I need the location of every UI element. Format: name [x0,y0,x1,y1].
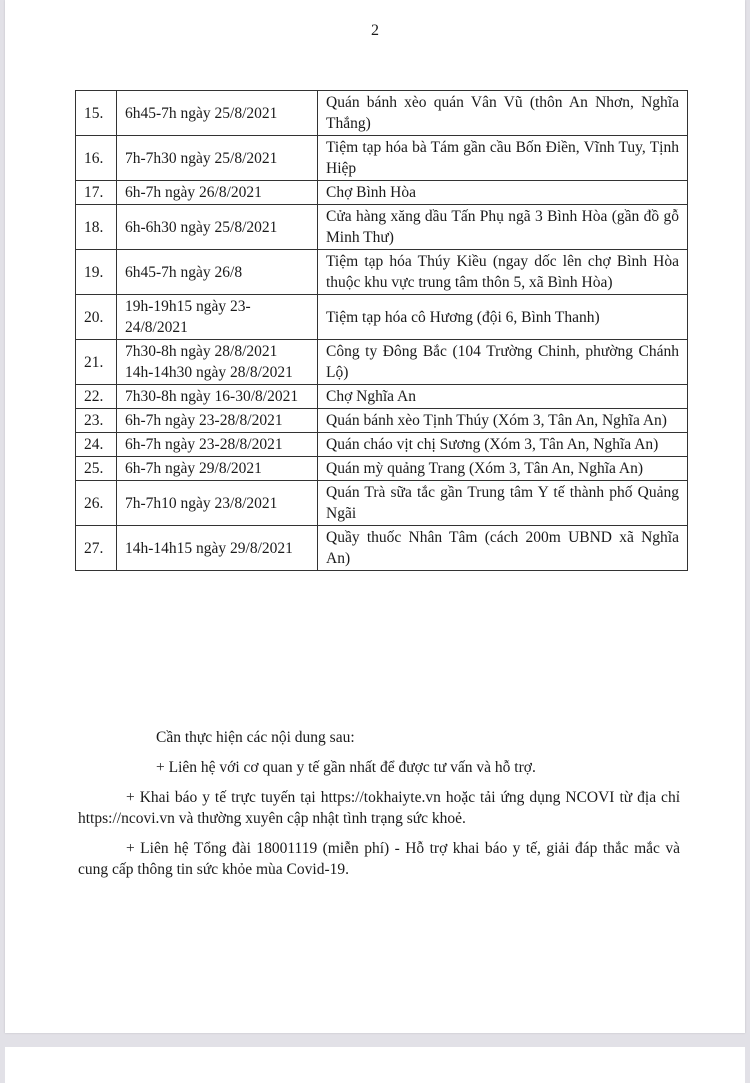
table-row [76,136,688,181]
instruction-item: + Liên hệ Tổng đài 18001119 (miễn phí) - Hỗ trợ khai báo y tế, giải đáp thắc mắc và cung cấp thông tin sức khỏe mùa Covid-19. [78,840,680,878]
table-row [76,91,688,136]
table-row [76,526,688,571]
row-place: Tiệm tạp hóa cô Hương (đội 6, Bình Thanh) [318,295,688,340]
row-index: 22. [76,385,117,409]
table-row [76,340,688,385]
row-time: 7h-7h10 ngày 23/8/2021 [117,481,318,526]
row-place: Cửa hàng xăng dầu Tấn Phụ ngã 3 Bình Hòa (gần đồ gỗ Minh Thư) [318,205,688,250]
row-index: 16. [76,136,117,181]
row-index: 17. [76,181,117,205]
table-row [76,385,688,409]
row-time: 6h-7h ngày 23-28/8/2021 [117,409,318,433]
instruction-item: + Khai báo y tế trực tuyến tại https://tokhaiyte.vn hoặc tải ứng dụng NCOVI từ địa chỉ https://ncovi.vn và thường xuyên cập nhật tình trạng sức khoẻ. [78,789,680,827]
row-index: 15. [76,91,117,136]
next-page [5,1047,745,1083]
row-time: 6h-6h30 ngày 25/8/2021 [117,205,318,250]
row-index: 27. [76,526,117,571]
row-time: 6h45-7h ngày 26/8 [117,250,318,295]
row-time: 6h-7h ngày 26/8/2021 [117,181,318,205]
locations-table [75,90,688,571]
instruction-item: + Liên hệ với cơ quan y tế gần nhất để được tư vấn và hỗ trợ. [156,759,536,776]
table-row [76,250,688,295]
row-place: Quán Trà sữa tắc gần Trung tâm Y tế thành phố Quảng Ngãi [318,481,688,526]
row-index: 21. [76,340,117,385]
row-place: Chợ Nghĩa An [318,385,688,409]
row-index: 24. [76,433,117,457]
row-time: 7h30-8h ngày 28/8/2021 14h-14h30 ngày 28/8/2021 [117,340,318,385]
table-row [76,457,688,481]
instructions-intro: Cần thực hiện các nội dung sau: [156,729,355,746]
row-place: Công ty Đông Bắc (104 Trường Chinh, phường Chánh Lộ) [318,340,688,385]
row-place: Quán mỳ quảng Trang (Xóm 3, Tân An, Nghĩa An) [318,457,688,481]
row-place: Tiệm tạp hóa bà Tám gần cầu Bốn Điền, Vĩnh Tuy, Tịnh Hiệp [318,136,688,181]
table-row [76,205,688,250]
table-row [76,433,688,457]
row-time: 6h45-7h ngày 25/8/2021 [117,91,318,136]
row-index: 26. [76,481,117,526]
row-time: 7h-7h30 ngày 25/8/2021 [117,136,318,181]
row-time: 14h-14h15 ngày 29/8/2021 [117,526,318,571]
table-row [76,409,688,433]
table-row [76,481,688,526]
row-index: 25. [76,457,117,481]
row-index: 18. [76,205,117,250]
page-number: 2 [371,22,379,39]
row-place: Tiệm tạp hóa Thúy Kiều (ngay dốc lên chợ Bình Hòa thuộc khu vực trung tâm thôn 5, xã Bình Hòa) [318,250,688,295]
row-time: 19h-19h15 ngày 23-24/8/2021 [117,295,318,340]
table-row [76,295,688,340]
row-index: 20. [76,295,117,340]
row-place: Chợ Bình Hòa [318,181,688,205]
row-index: 23. [76,409,117,433]
table-row [76,181,688,205]
row-place: Quầy thuốc Nhân Tâm (cách 200m UBND xã Nghĩa An) [318,526,688,571]
row-index: 19. [76,250,117,295]
row-place: Quán cháo vịt chị Sương (Xóm 3, Tân An, Nghĩa An) [318,433,688,457]
document-page [5,0,745,1033]
row-time: 7h30-8h ngày 16-30/8/2021 [117,385,318,409]
locations-table-body [76,91,688,571]
row-place: Quán bánh xèo quán Vân Vũ (thôn An Nhơn, Nghĩa Thắng) [318,91,688,136]
row-place: Quán bánh xèo Tịnh Thúy (Xóm 3, Tân An, Nghĩa An) [318,409,688,433]
instructions-section [78,727,680,889]
row-time: 6h-7h ngày 23-28/8/2021 [117,433,318,457]
row-time: 6h-7h ngày 29/8/2021 [117,457,318,481]
